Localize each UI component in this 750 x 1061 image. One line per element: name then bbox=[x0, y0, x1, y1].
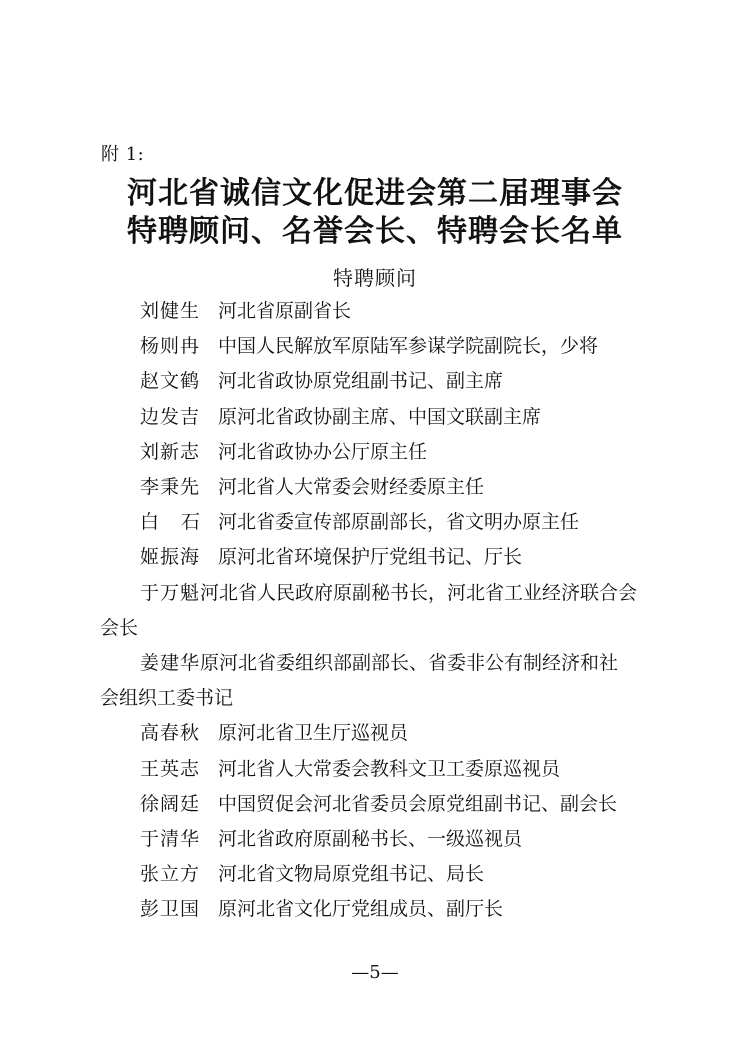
advisor-position: 中国贸促会河北省委员会原党组副书记、副会长 bbox=[218, 792, 618, 815]
advisor-name: 高春秋 bbox=[140, 722, 201, 745]
list-item bbox=[100, 576, 670, 646]
list-item bbox=[100, 787, 670, 822]
advisor-position: 河北省委宣传部原副部长，省文明办原主任 bbox=[218, 511, 580, 534]
page-number: —5— bbox=[351, 962, 399, 983]
advisor-position: 原河北省环境保护厅党组书记、厅长 bbox=[218, 546, 523, 569]
advisor-position: 河北省人大常委会财经委原主任 bbox=[218, 475, 485, 498]
list-item bbox=[100, 470, 670, 505]
list-item bbox=[100, 752, 670, 787]
advisor-name: 于万魁 bbox=[140, 581, 201, 604]
document-title-line-2: 特聘顾问、名誉会长、特聘会长名单 bbox=[127, 214, 623, 249]
list-item bbox=[100, 822, 670, 857]
advisor-name: 于清华 bbox=[140, 827, 201, 850]
advisor-position: 原河北省卫生厅巡视员 bbox=[218, 722, 409, 745]
advisor-name: 王英志 bbox=[140, 757, 201, 780]
advisor-name: 彭卫国 bbox=[140, 898, 201, 921]
list-item bbox=[100, 400, 670, 435]
list-item bbox=[100, 435, 670, 470]
advisor-name: 白石 bbox=[140, 511, 223, 534]
list-item bbox=[100, 857, 670, 892]
advisor-position: 中国人民解放军原陆军参谋学院副院长，少将 bbox=[218, 335, 599, 358]
advisor-name: 徐阔廷 bbox=[140, 792, 201, 815]
advisor-position-continued: 会长 bbox=[100, 616, 139, 639]
document-title-line-1: 河北省诚信文化促进会第二届理事会 bbox=[127, 176, 623, 211]
advisor-position: 河北省文物局原党组书记、局长 bbox=[218, 863, 485, 886]
advisor-list bbox=[100, 294, 670, 927]
advisor-name: 李秉先 bbox=[140, 475, 201, 498]
advisor-position: 河北省政协办公厅原主任 bbox=[218, 440, 428, 463]
advisor-position: 原河北省委组织部副部长、省委非公有制经济和社 bbox=[200, 651, 619, 674]
advisor-position: 河北省人民政府原副秘书长，河北省工业经济联合会 bbox=[200, 581, 638, 604]
advisor-name: 姜建华 bbox=[140, 651, 201, 674]
advisor-position-continued: 会组织工委书记 bbox=[100, 687, 234, 710]
list-item bbox=[100, 329, 670, 364]
advisor-position: 河北省人大常委会教科文卫工委原巡视员 bbox=[218, 757, 561, 780]
advisor-name: 刘健生 bbox=[140, 300, 201, 322]
list-item bbox=[100, 540, 670, 575]
advisor-name: 边发吉 bbox=[140, 405, 201, 428]
list-item bbox=[100, 294, 670, 329]
advisor-name: 张立方 bbox=[140, 863, 201, 886]
advisor-name: 杨则冉 bbox=[140, 335, 201, 358]
advisor-position: 原河北省政协副主席、中国文联副主席 bbox=[218, 405, 542, 428]
advisor-name: 姬振海 bbox=[140, 546, 201, 569]
list-item bbox=[100, 892, 670, 927]
list-item bbox=[100, 364, 670, 399]
section-heading: 特聘顾问 bbox=[333, 266, 417, 290]
list-item bbox=[100, 505, 670, 540]
attachment-label: 附 1: bbox=[101, 144, 145, 165]
advisor-position: 原河北省文化厅党组成员、副厅长 bbox=[218, 898, 504, 921]
advisor-position: 河北省政协原党组副书记、副主席 bbox=[218, 370, 504, 393]
advisor-position: 河北省原副省长 bbox=[218, 300, 352, 322]
advisor-position: 河北省政府原副秘书长、一级巡视员 bbox=[218, 827, 523, 850]
advisor-name: 赵文鹤 bbox=[140, 370, 201, 393]
list-item bbox=[100, 646, 670, 716]
list-item bbox=[100, 716, 670, 751]
advisor-name: 刘新志 bbox=[140, 440, 201, 463]
